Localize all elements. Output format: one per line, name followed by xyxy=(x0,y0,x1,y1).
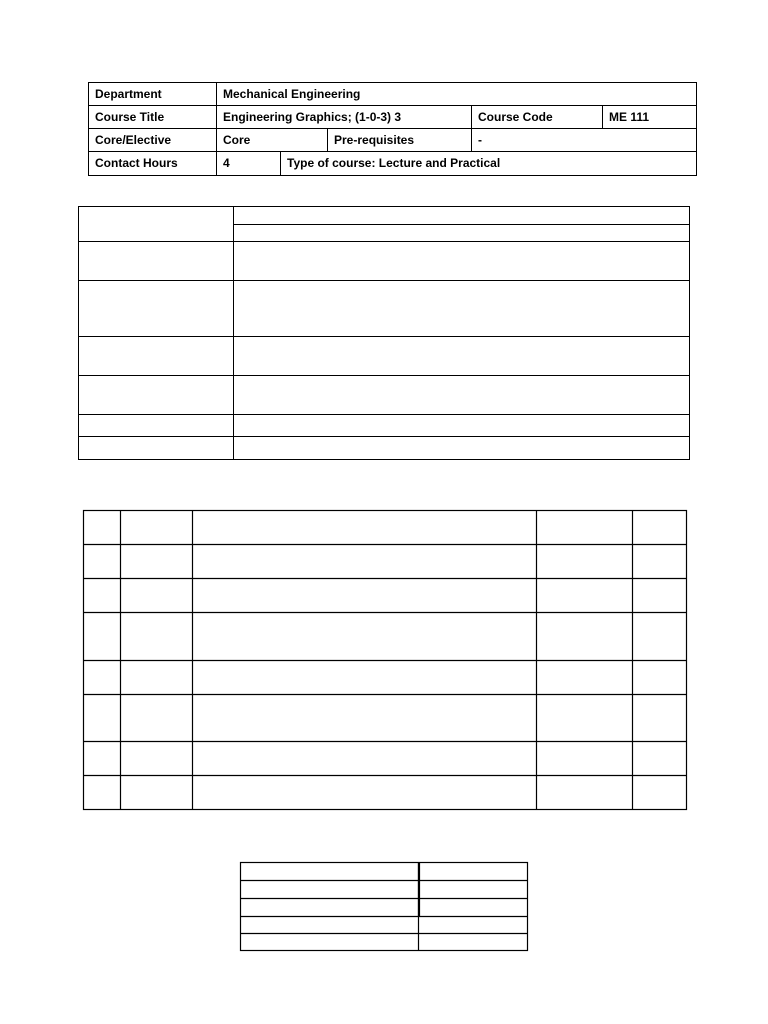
contact-hours-label: Contact Hours xyxy=(88,151,217,176)
department-value: Mechanical Engineering xyxy=(216,82,697,106)
contact-hours-value: 4 xyxy=(216,151,281,176)
core-elective-value: Core xyxy=(216,128,328,152)
department-label: Department xyxy=(88,82,217,106)
prerequisites-value: - xyxy=(471,128,697,152)
course-code-value: ME 111 xyxy=(602,105,697,129)
prerequisites-label: Pre-requisites xyxy=(327,128,472,152)
course-title-label: Course Title xyxy=(88,105,217,129)
course-title-value: Engineering Graphics; (1-0-3) 3 xyxy=(216,105,472,129)
course-code-label: Course Code xyxy=(471,105,603,129)
core-elective-label: Core/Elective xyxy=(88,128,217,152)
course-type: Type of course: Lecture and Practical xyxy=(280,151,697,176)
